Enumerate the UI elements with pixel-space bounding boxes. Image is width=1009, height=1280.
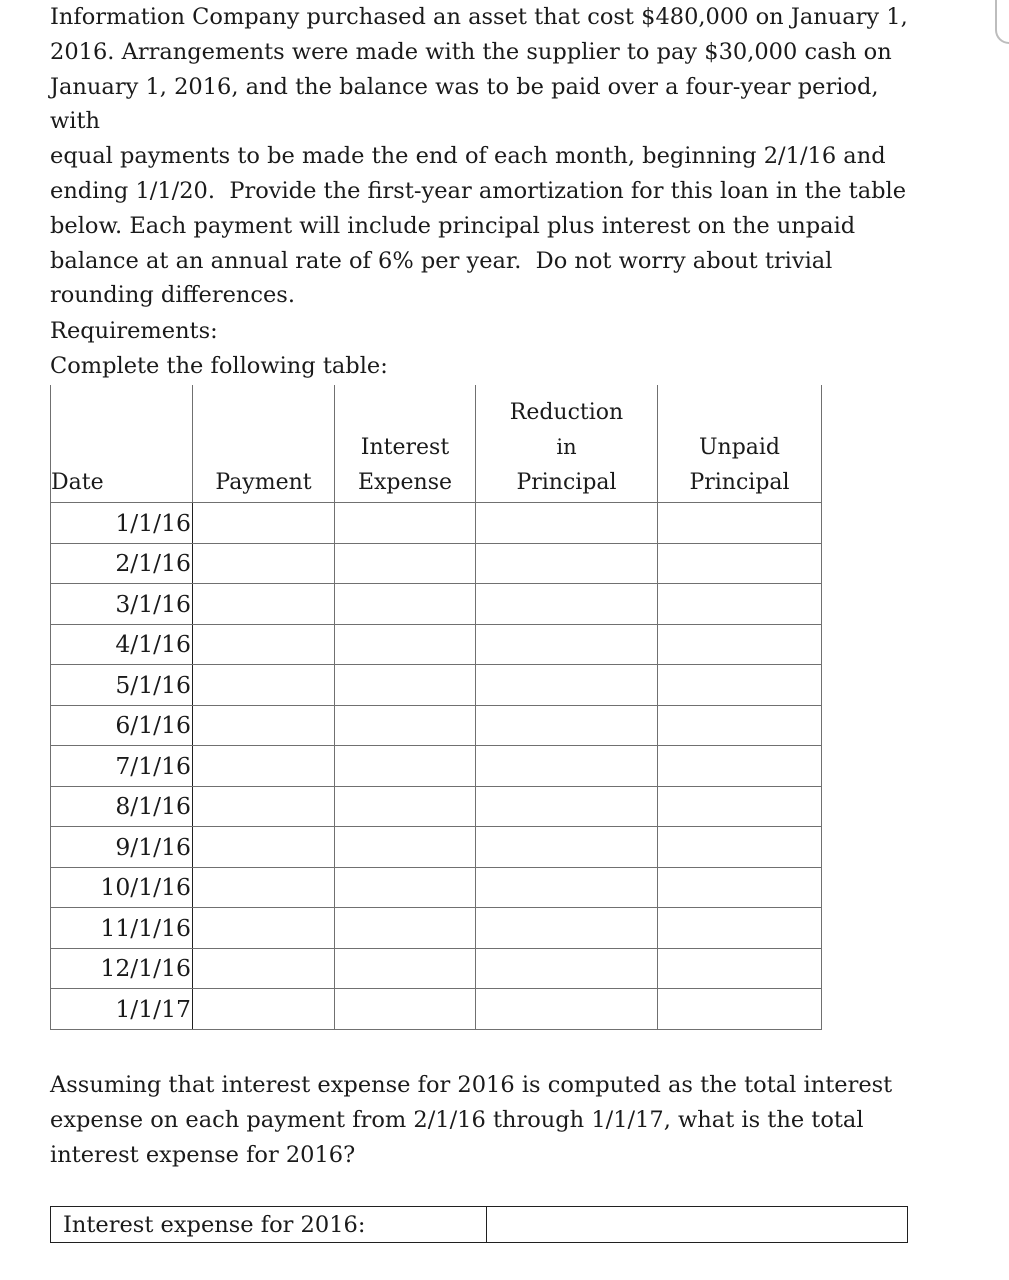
interest-expense-cell[interactable] — [335, 908, 476, 949]
table-header-row — [51, 385, 822, 503]
header-date — [51, 385, 193, 503]
interest-expense-answer-row — [50, 1206, 908, 1243]
payment-cell[interactable] — [193, 503, 335, 544]
problem-line: 2016. Arrangements were made with the supplier to pay $30,000 cash on — [50, 38, 892, 65]
date-cell: 7/1/16 — [51, 746, 193, 787]
payment-cell[interactable] — [193, 827, 335, 868]
date-cell: 3/1/16 — [51, 584, 193, 625]
header-date-label: Date — [51, 470, 104, 495]
unpaid-principal-cell[interactable] — [658, 948, 822, 989]
interest-expense-cell[interactable] — [335, 948, 476, 989]
header-interest-line: Interest — [360, 435, 450, 460]
table-row — [51, 827, 822, 868]
unpaid-principal-cell[interactable] — [658, 989, 822, 1030]
requirements-section — [50, 314, 388, 384]
interest-expense-cell[interactable] — [335, 786, 476, 827]
date-cell: 1/1/16 — [51, 503, 193, 544]
table-row — [51, 746, 822, 787]
header-reduction-line: Reduction — [509, 400, 624, 425]
unpaid-principal-cell[interactable] — [658, 543, 822, 584]
unpaid-principal-cell[interactable] — [658, 746, 822, 787]
payment-cell[interactable] — [193, 989, 335, 1030]
requirements-heading: Requirements: — [50, 318, 218, 344]
date-cell: 1/1/17 — [51, 989, 193, 1030]
question-line: interest expense for 2016? — [50, 1142, 356, 1168]
table-row — [51, 705, 822, 746]
unpaid-principal-cell[interactable] — [658, 503, 822, 544]
reduction-principal-cell[interactable] — [476, 908, 658, 949]
reduction-principal-cell[interactable] — [476, 867, 658, 908]
problem-line: Information Company purchased an asset that cost $480,000 on January 1, — [50, 4, 908, 30]
header-reduction-line: Principal — [516, 470, 617, 495]
date-cell: 10/1/16 — [51, 867, 193, 908]
table-row — [51, 665, 822, 706]
reduction-principal-cell[interactable] — [476, 543, 658, 584]
table-row — [51, 989, 822, 1030]
payment-cell[interactable] — [193, 584, 335, 625]
header-interest-line: Expense — [357, 470, 453, 495]
date-cell: 4/1/16 — [51, 624, 193, 665]
table-row — [51, 948, 822, 989]
payment-cell[interactable] — [193, 705, 335, 746]
payment-cell[interactable] — [193, 624, 335, 665]
table-row — [51, 908, 822, 949]
date-cell: 12/1/16 — [51, 948, 193, 989]
header-reduction-line: in — [556, 435, 577, 459]
interest-expense-input[interactable] — [487, 1207, 907, 1242]
reduction-principal-cell[interactable] — [476, 665, 658, 706]
problem-line: ending 1/1/20. Provide the first-year amortization for this loan in the table — [50, 177, 907, 204]
unpaid-principal-cell[interactable] — [658, 786, 822, 827]
payment-cell[interactable] — [193, 746, 335, 787]
unpaid-principal-cell[interactable] — [658, 908, 822, 949]
unpaid-principal-cell[interactable] — [658, 705, 822, 746]
table-row — [51, 503, 822, 544]
reduction-principal-cell[interactable] — [476, 705, 658, 746]
header-interest-expense — [335, 385, 476, 503]
interest-expense-label: Interest expense for 2016: — [51, 1207, 487, 1242]
header-reduction-in-principal — [476, 385, 658, 503]
date-cell: 8/1/16 — [51, 786, 193, 827]
date-cell: 5/1/16 — [51, 665, 193, 706]
interest-expense-cell[interactable] — [335, 624, 476, 665]
interest-expense-cell[interactable] — [335, 746, 476, 787]
reduction-principal-cell[interactable] — [476, 786, 658, 827]
table-row — [51, 624, 822, 665]
unpaid-principal-cell[interactable] — [658, 867, 822, 908]
requirements-instruction: Complete the following table: — [50, 353, 388, 379]
problem-statement — [50, 0, 930, 313]
date-cell: 11/1/16 — [51, 908, 193, 949]
amortization-table — [50, 385, 822, 1030]
reduction-principal-cell[interactable] — [476, 503, 658, 544]
payment-cell[interactable] — [193, 543, 335, 584]
reduction-principal-cell[interactable] — [476, 584, 658, 625]
header-unpaid-line: Unpaid — [698, 435, 781, 460]
unpaid-principal-cell[interactable] — [658, 827, 822, 868]
payment-cell[interactable] — [193, 665, 335, 706]
reduction-principal-cell[interactable] — [476, 746, 658, 787]
reduction-principal-cell[interactable] — [476, 624, 658, 665]
unpaid-principal-cell[interactable] — [658, 624, 822, 665]
payment-cell[interactable] — [193, 948, 335, 989]
header-payment — [193, 385, 335, 503]
table-row — [51, 786, 822, 827]
problem-line: equal payments to be made the end of each month, beginning 2/1/16 and — [50, 143, 886, 170]
interest-expense-cell[interactable] — [335, 665, 476, 706]
interest-expense-cell[interactable] — [335, 503, 476, 544]
scrollbar-corner — [995, 0, 1009, 44]
payment-cell[interactable] — [193, 908, 335, 949]
interest-expense-cell[interactable] — [335, 705, 476, 746]
unpaid-principal-cell[interactable] — [658, 665, 822, 706]
reduction-principal-cell[interactable] — [476, 948, 658, 989]
interest-expense-cell[interactable] — [335, 584, 476, 625]
table-row — [51, 584, 822, 625]
interest-expense-cell[interactable] — [335, 827, 476, 868]
payment-cell[interactable] — [193, 867, 335, 908]
reduction-principal-cell[interactable] — [476, 827, 658, 868]
problem-line: below. Each payment will include principal plus interest on the unpaid — [50, 212, 856, 239]
table-row — [51, 543, 822, 584]
header-unpaid-line: Principal — [689, 470, 790, 495]
date-cell: 2/1/16 — [51, 543, 193, 584]
problem-line: rounding differences. — [50, 282, 296, 309]
interest-expense-cell[interactable] — [335, 543, 476, 584]
interest-expense-cell[interactable] — [335, 989, 476, 1030]
header-payment-label: Payment — [215, 470, 312, 495]
unpaid-principal-cell[interactable] — [658, 584, 822, 625]
interest-expense-cell[interactable] — [335, 867, 476, 908]
follow-up-question — [50, 1068, 930, 1173]
table-row — [51, 867, 822, 908]
header-unpaid-principal — [658, 385, 822, 503]
date-cell: 9/1/16 — [51, 827, 193, 868]
question-line: expense on each payment from 2/1/16 through 1/1/17, what is the total — [50, 1107, 864, 1133]
problem-line: balance at an annual rate of 6% per year. Do not worry about trivial — [50, 247, 833, 274]
question-line: Assuming that interest expense for 2016 is computed as the total interest — [50, 1072, 893, 1098]
reduction-principal-cell[interactable] — [476, 989, 658, 1030]
date-cell: 6/1/16 — [51, 705, 193, 746]
payment-cell[interactable] — [193, 786, 335, 827]
problem-line: January 1, 2016, and the balance was to be paid over a four-year period, with — [50, 73, 879, 135]
